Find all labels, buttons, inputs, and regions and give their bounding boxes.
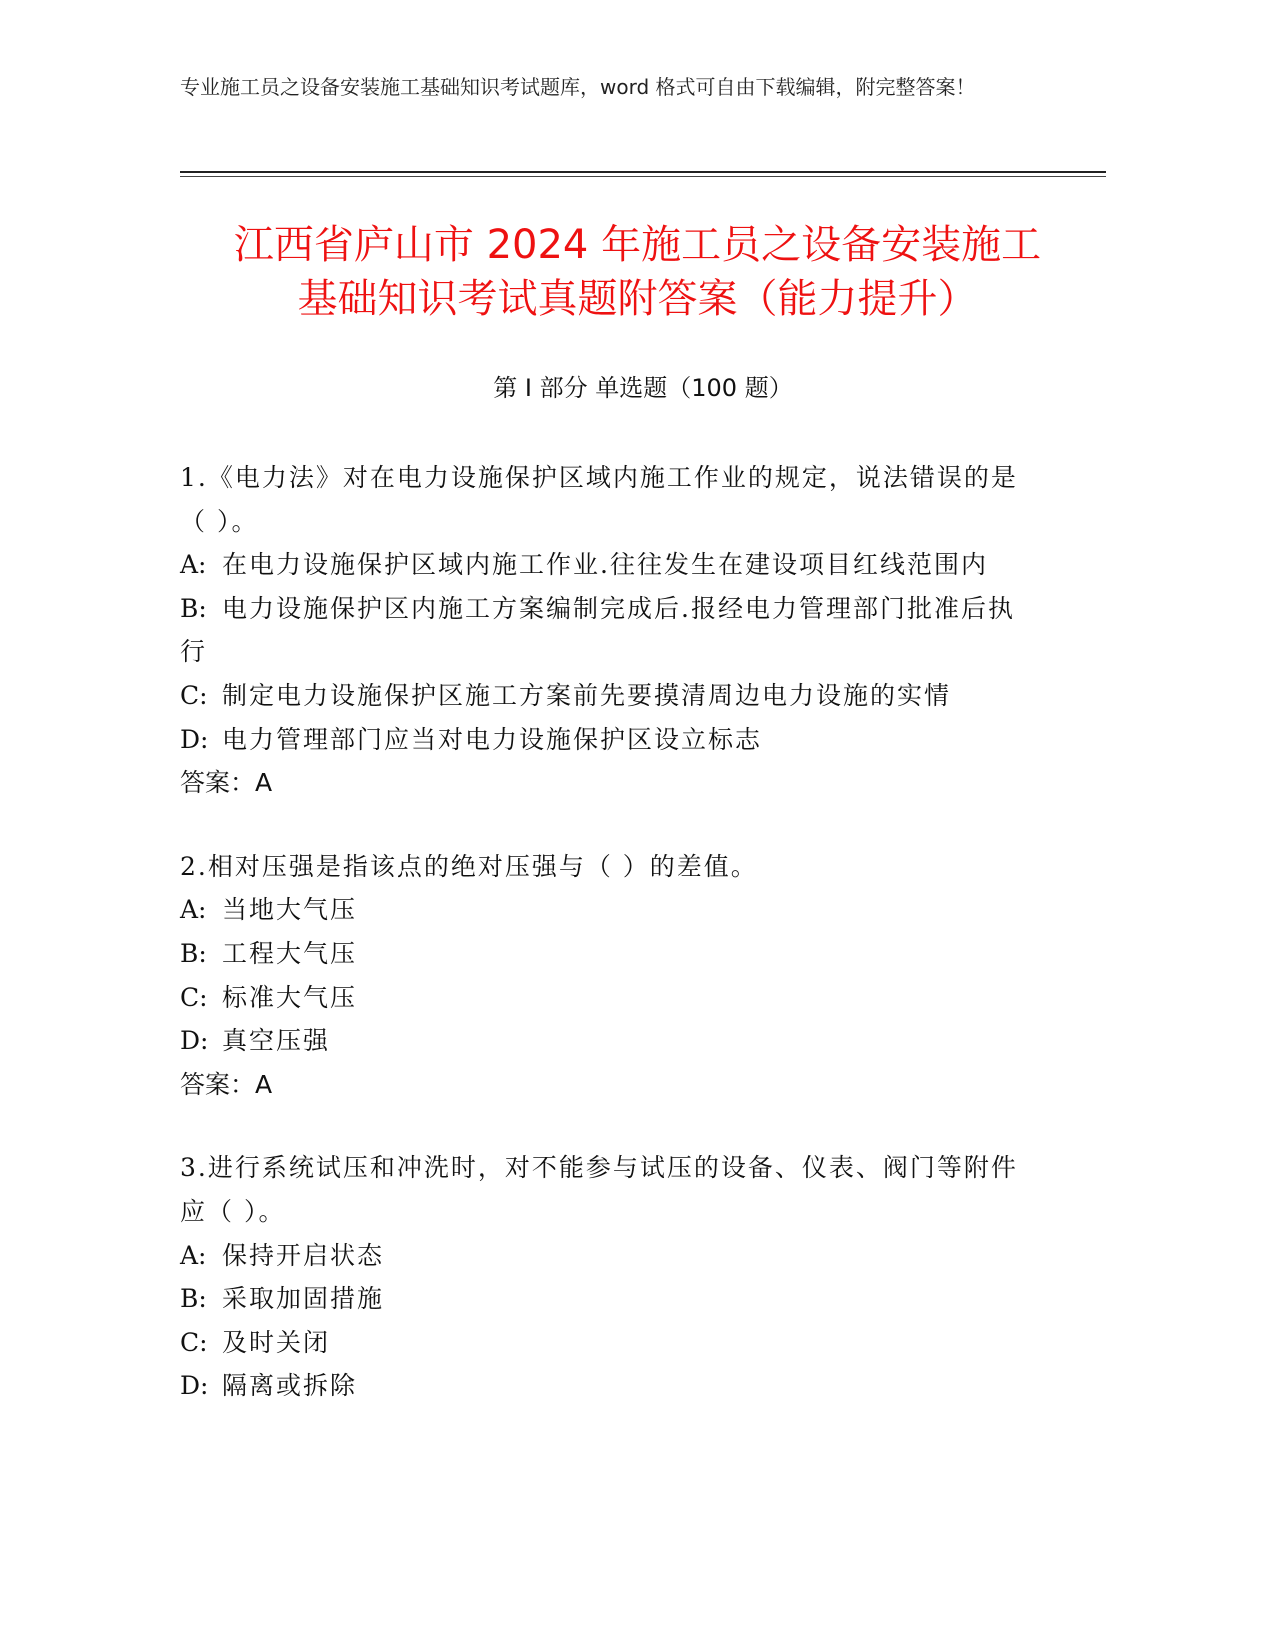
document-title-line-2: 基础知识考试真题附答案（能力提升） [297, 276, 978, 322]
option-label: B: [180, 593, 207, 623]
option-label: C: [180, 1327, 208, 1357]
option-label: D: [180, 724, 209, 754]
option-d [180, 1019, 1040, 1063]
option-text: 隔离或拆除 [222, 1371, 358, 1401]
option-b [180, 587, 1040, 674]
question-stem: 3.进行系统试压和冲洗时，对不能参与试压的设备、仪表、阀门等附件应（ ）。 [180, 1153, 1018, 1226]
option-text: 电力设施保护区内施工方案编制完成后.报经电力管理部门批准后执行 [180, 593, 1015, 667]
option-d [180, 718, 1040, 762]
option-c [180, 1321, 1040, 1365]
option-text: 保持开启状态 [222, 1240, 385, 1270]
option-label: A: [180, 895, 207, 925]
question-stem: 2.相对压强是指该点的绝对压强与（ ）的差值。 [180, 851, 758, 881]
option-label: C: [180, 982, 208, 1012]
option-a [180, 888, 1040, 932]
option-text: 当地大气压 [222, 895, 358, 925]
option-b [180, 932, 1040, 976]
option-d [180, 1364, 1040, 1408]
document-title-line-1: 江西省庐山市 2024 年施工员之设备安装施工 [233, 222, 1042, 268]
section-title: 第 I 部分 单选题（100 题） [493, 374, 793, 402]
option-c [180, 976, 1040, 1020]
header-divider-thick [180, 171, 1106, 173]
question-1 [180, 456, 1040, 805]
header-divider-thin [180, 176, 1106, 177]
document-title [150, 218, 1125, 326]
question-stem: 1.《电力法》对在电力设施保护区域内施工作业的规定，说法错误的是（ ）。 [180, 463, 1018, 536]
option-label: A: [180, 550, 207, 580]
option-text: 电力管理部门应当对电力设施保护区设立标志 [222, 724, 763, 754]
option-label: B: [180, 1284, 207, 1314]
header-note: 专业施工员之设备安装施工基础知识考试题库，word 格式可自由下载编辑，附完整答案！ [180, 75, 976, 99]
option-a [180, 543, 1040, 587]
question-3 [180, 1146, 1040, 1408]
option-text: 采取加固措施 [222, 1284, 385, 1314]
option-text: 工程大气压 [222, 938, 358, 968]
option-label: A: [180, 1240, 207, 1270]
option-label: B: [180, 938, 207, 968]
option-a [180, 1234, 1040, 1278]
option-text: 制定电力设施保护区施工方案前先要摸清周边电力设施的实情 [222, 680, 952, 710]
option-label: D: [180, 1026, 209, 1056]
answer-line: 答案：A [180, 1069, 273, 1099]
option-c [180, 674, 1040, 718]
option-label: D: [180, 1371, 209, 1401]
answer-line: 答案：A [180, 768, 273, 798]
option-label: C: [180, 680, 208, 710]
question-list [180, 456, 1040, 1448]
option-text: 标准大气压 [222, 982, 358, 1012]
option-text: 在电力设施保护区域内施工作业.往往发生在建设项目红线范围内 [222, 550, 988, 580]
option-text: 真空压强 [222, 1026, 331, 1056]
option-text: 及时关闭 [222, 1327, 331, 1357]
question-2 [180, 845, 1040, 1107]
option-b [180, 1277, 1040, 1321]
